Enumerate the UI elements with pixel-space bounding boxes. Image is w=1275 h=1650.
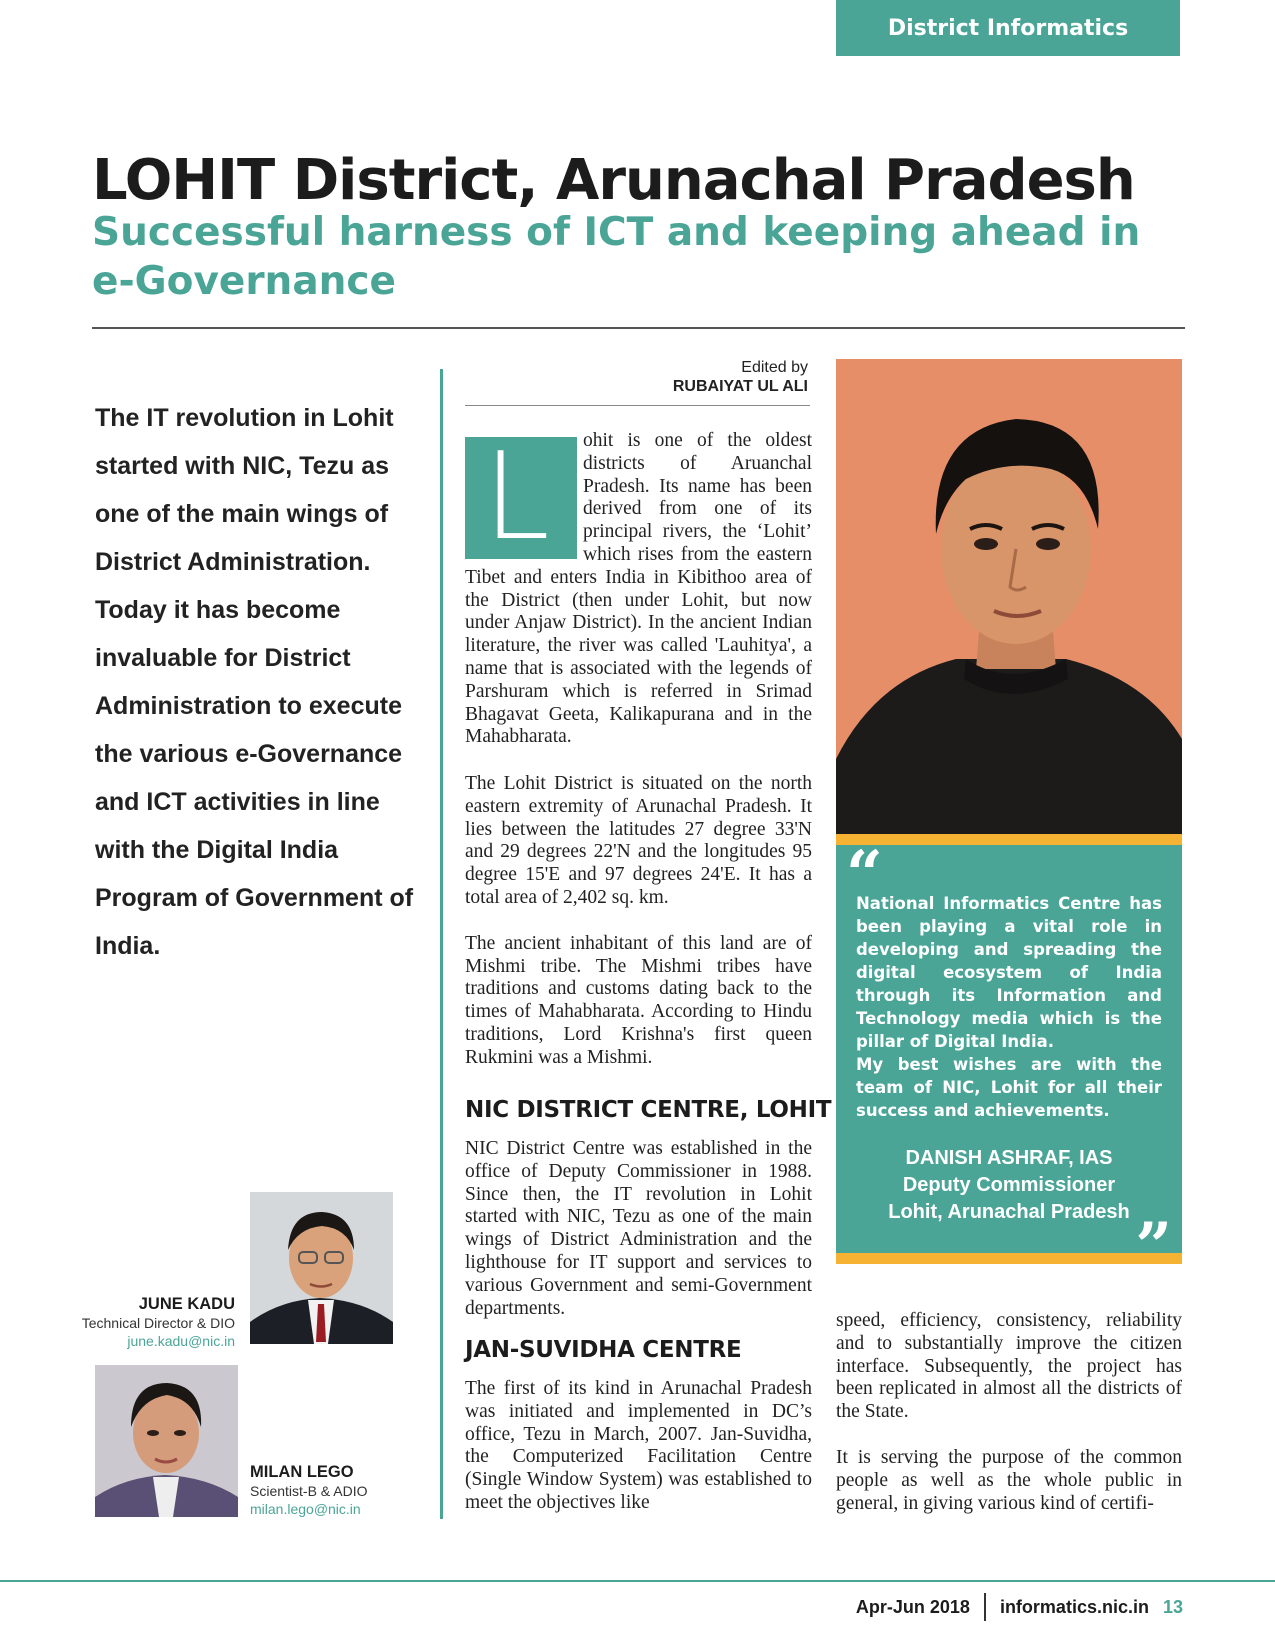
editor-credit — [600, 358, 808, 396]
editor-name: RUBAIYAT UL ALI — [672, 378, 808, 395]
quote-signature — [836, 1145, 1182, 1226]
article-paragraph-2: The Lohit District is situated on the north eastern extremity of Arunachal Pradesh. It lies between the latitudes 27 degree 33'N and 29 degrees 22'N and the longitudes 95 degree 15'E and 97 degrees 24'E. It has a total area of 2,402 sq. km. — [465, 773, 812, 908]
author-email[interactable]: milan.lego@nic.in — [250, 1501, 361, 1517]
open-quote-mark: “ — [846, 837, 883, 912]
jan-suvidha-paragraph: The first of its kind in Arunachal Pradesh was initiated and implemented in DC’s office, Tezu in March, 2007. Jan-Suvidha, the Computerized Facilitation Centre (Single Window System) was established to meet the objectives like — [465, 1378, 812, 1513]
article-subtitle: Successful harness of ICT and keeping ahead in e-Governance — [92, 210, 1141, 304]
nic-centre-heading: NIC DISTRICT CENTRE, LOHIT — [465, 1097, 832, 1123]
article-paragraph-3: The ancient inhabitant of this land are of Mishmi tribe. The Mishmi tribes have traditions and customs dating back to the times of Mahabharata. According to Hindu traditions, Lord Krishna's first queen Rukmini was a Mishmi. — [465, 932, 812, 1068]
author-photo-june-kadu — [250, 1192, 393, 1344]
author-photo-milan-lego — [95, 1365, 238, 1517]
author-role: Technical Director & DIO — [81, 1315, 235, 1331]
section-tab: District Informatics — [836, 0, 1180, 56]
author-role: Scientist-B & ADIO — [250, 1483, 368, 1499]
right-column-text — [836, 1310, 1182, 1538]
author-email[interactable]: june.kadu@nic.in — [127, 1333, 235, 1349]
page-footer — [700, 1590, 1183, 1624]
right-paragraph-2: It is serving the purpose of the common people as well as the whole public in general, in giving various kind of certifi- — [836, 1446, 1182, 1514]
edited-by-label: Edited by — [741, 359, 808, 376]
author-name: JUNE KADU — [138, 1295, 235, 1313]
quote-box — [836, 834, 1182, 1284]
author-info-june-kadu — [60, 1294, 235, 1350]
site-url[interactable]: informatics.nic.in — [999, 1596, 1149, 1617]
column-divider — [440, 369, 443, 1519]
author-name: MILAN LEGO — [250, 1463, 354, 1481]
page-number: 13 — [1162, 1596, 1183, 1617]
quote-author-title: Deputy Commissioner — [902, 1174, 1116, 1196]
title-divider — [92, 327, 1185, 329]
article-paragraph-1: ohit is one of the oldest districts of Aruanchal Pradesh. Its name has been derived from one of its principal rivers, the ‘Lohit’ which rises from the eastern Tibet and enters India in Kibithoo area of the District (then under Lohit, but now under Anjaw District). In the ancient Indian literature, the river was called 'Lauhitya', a name that is associated with the legends of Parshuram which is referred in Srimad Bhagavat Geeta, Kalikapurana and in the Mahabharata. — [465, 430, 812, 748]
nic-centre-paragraph: NIC District Centre was established in the office of Deputy Commissioner in 1988. Since then, the IT revolution in Lohit started with NIC, Tezu as one of the main wings of District Administration and the lighthouse for IT support and services to various Government and semi-Government departments. — [465, 1138, 812, 1319]
deputy-commissioner-photo — [836, 359, 1182, 834]
article-title: LOHIT District, Arunachal Pradesh — [92, 148, 1135, 213]
article-paragraphs — [465, 773, 812, 1093]
editor-divider — [465, 405, 810, 406]
author-info-milan-lego — [250, 1462, 430, 1518]
footer-separator — [984, 1593, 986, 1621]
first-paragraph-wrap — [465, 430, 812, 749]
issue-date: Apr-Jun 2018 — [855, 1596, 970, 1617]
quote-text-1: National Informatics Centre has been playing a vital role in developing and spreading the digital ecosystem of India through its Information and Technology media which is the pillar of Digital India. — [856, 894, 1162, 1051]
quote-author-name: DANISH ASHRAF, IAS — [905, 1147, 1113, 1169]
jan-suvidha-heading: JAN-SUVIDHA CENTRE — [465, 1337, 742, 1363]
close-quote-mark: ” — [1135, 1209, 1172, 1284]
drop-cap: L — [465, 437, 577, 559]
footer-divider — [0, 1580, 1275, 1582]
right-paragraph-1: speed, efficiency, consistency, reliability and to substantially improve the citizen interface. Subsequently, the project has been replicated in almost all the districts of the State. — [836, 1310, 1182, 1423]
intro-pull-text: The IT revolution in Lohit started with NIC, Tezu as one of the main wings of District Administration. Today it has become invaluable for District Administration to execute the various e-Governance and ICT activities in line with the Digital India Program of Government of India. — [95, 404, 414, 960]
quote-text-2: My best wishes are with the team of NIC, Lohit for all their success and achievements. — [856, 1055, 1162, 1120]
quote-author-place: Lohit, Arunachal Pradesh — [888, 1201, 1130, 1223]
portrait-illustration — [836, 359, 1182, 834]
